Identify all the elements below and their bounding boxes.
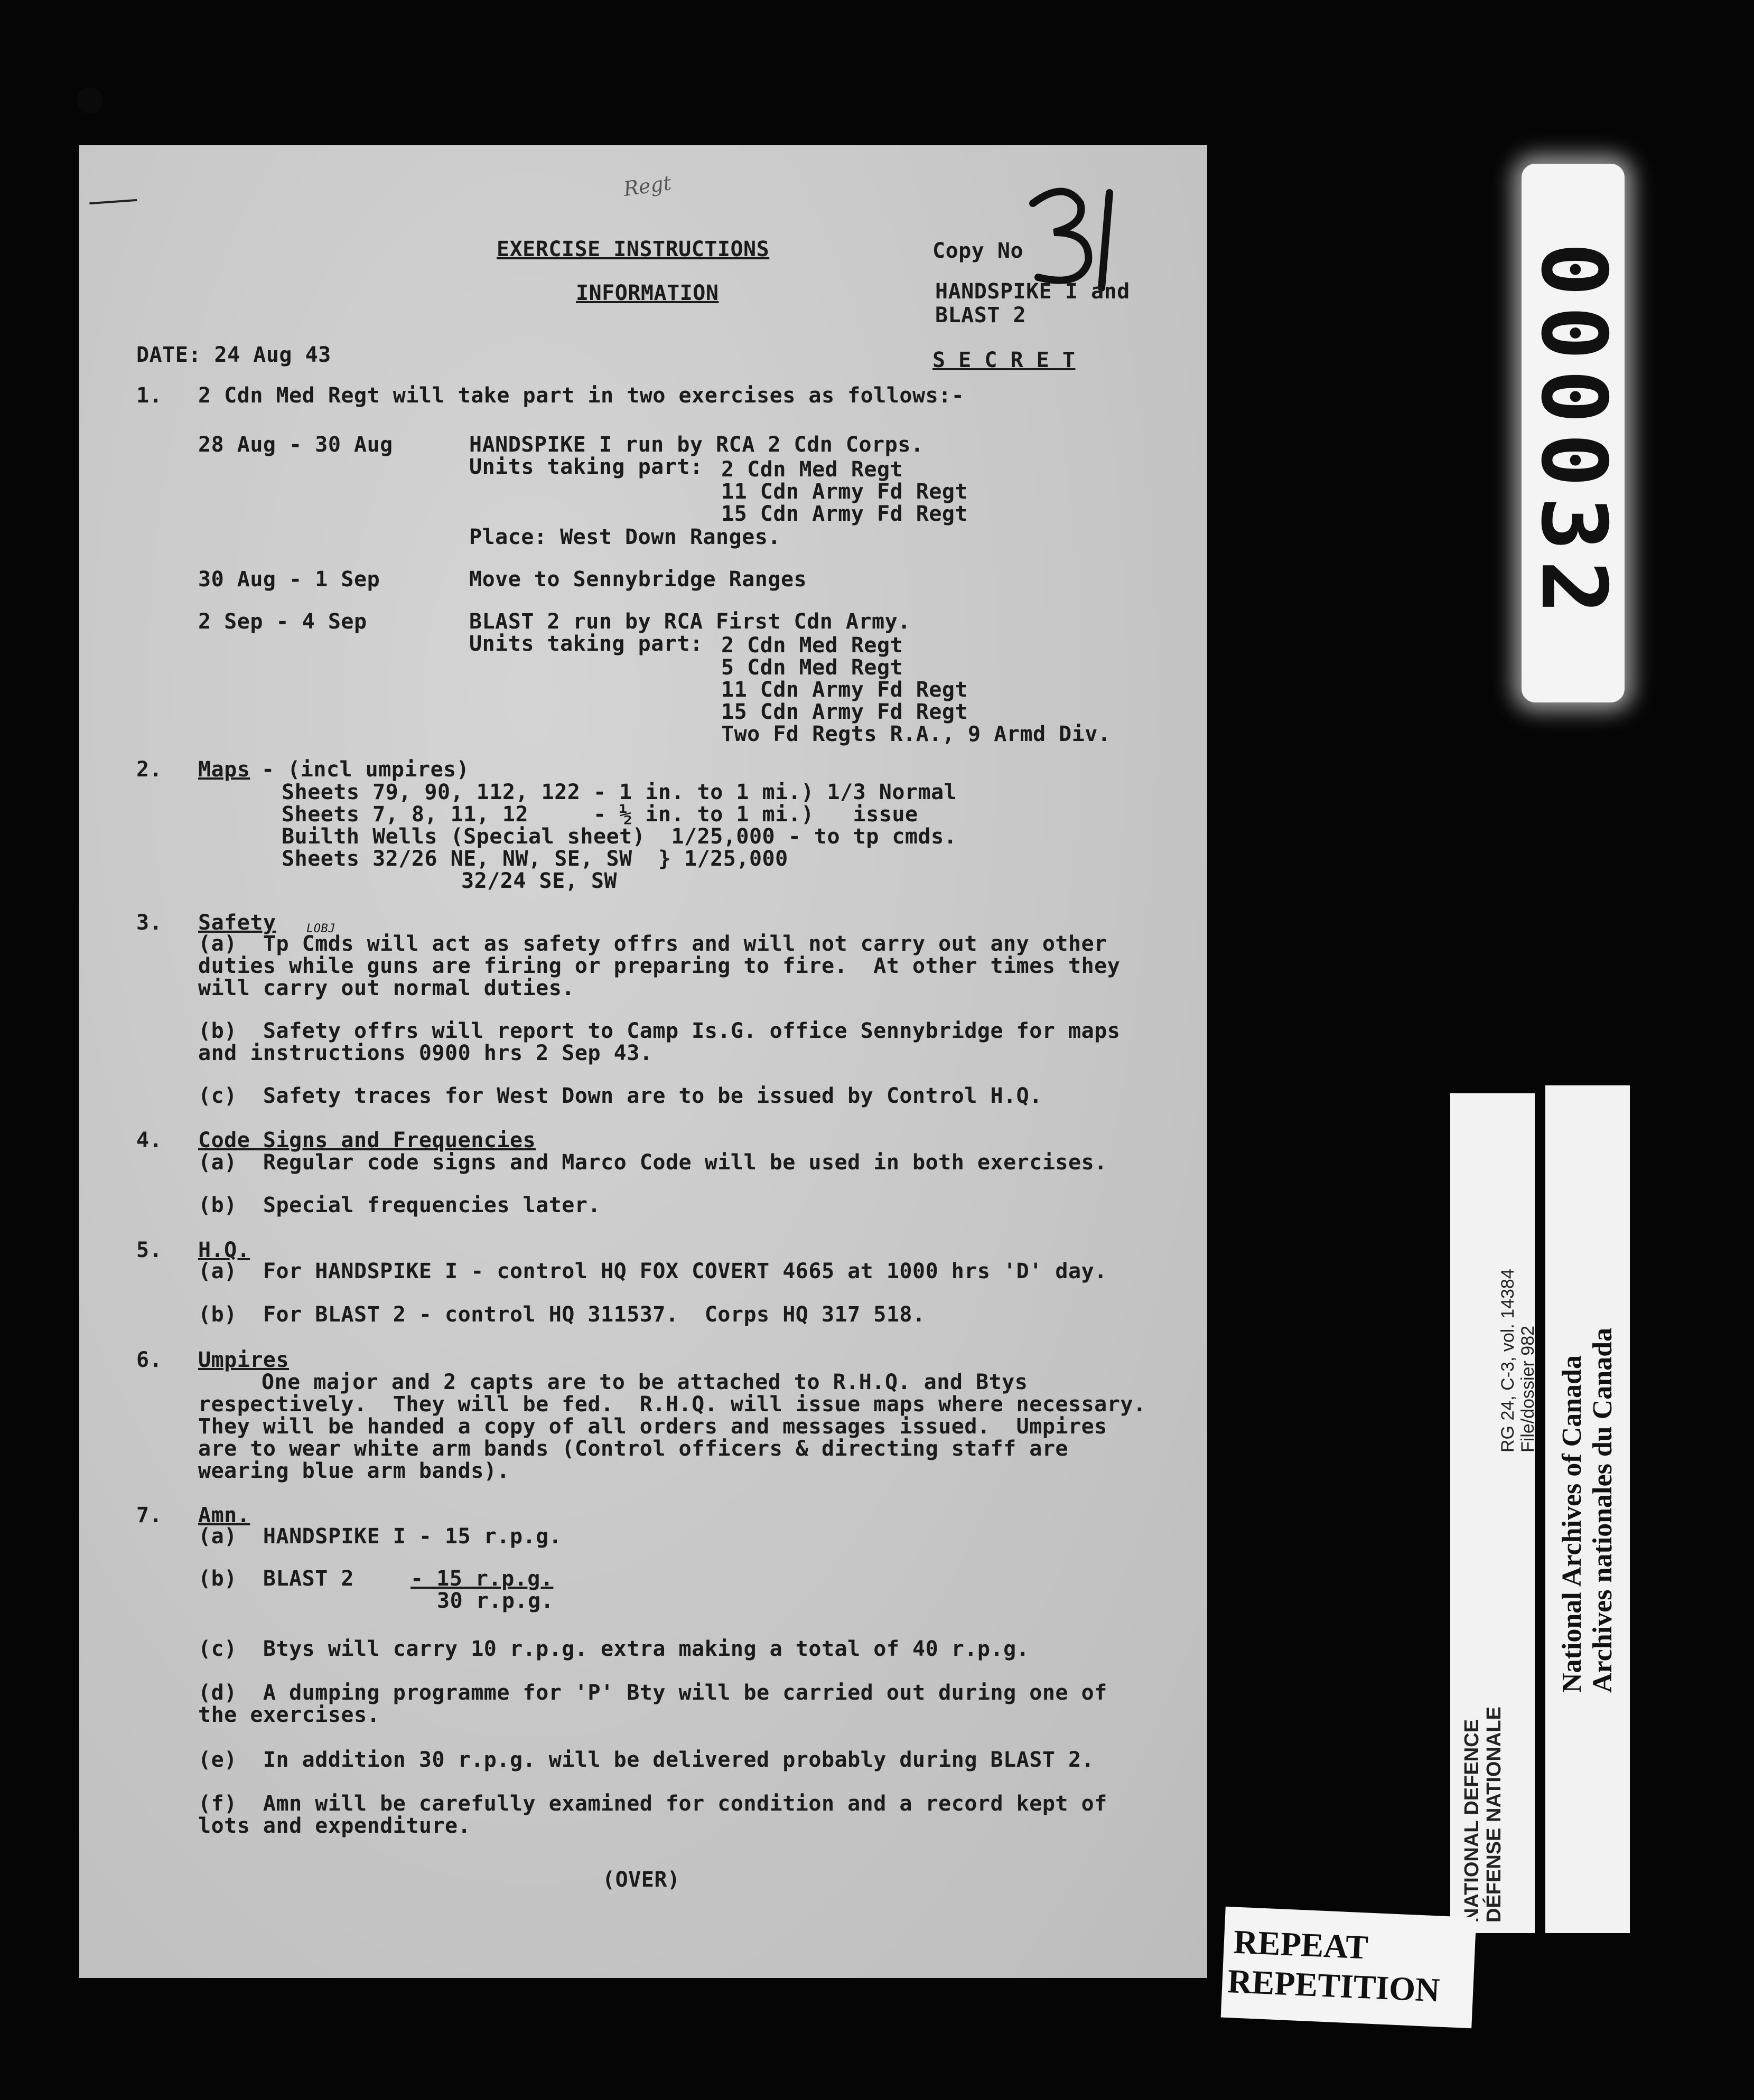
ammunition-text: (d) A dumping programme for 'P' Bty will be carried out during one of: [198, 1681, 1107, 1705]
safety-text: duties while guns are firing or preparing to fire. At other times they: [198, 954, 1121, 978]
ammunition-text: (c) Btys will carry 10 r.p.g. extra making a total of 40 r.p.g.: [198, 1637, 1030, 1661]
exercise-1-unit: 11 Cdn Army Fd Regt: [721, 480, 968, 504]
frame-number: 000032: [1521, 242, 1626, 624]
repetition-text: REPETITION: [1227, 1962, 1441, 2009]
ammunition-text: (b) BLAST 2: [198, 1567, 354, 1591]
repeat-text: REPEAT: [1233, 1923, 1369, 1966]
hq-text: (b) For BLAST 2 - control HQ 311537. Corps HQ 317 518.: [198, 1302, 926, 1327]
document-title: EXERCISE INSTRUCTIONS: [497, 237, 770, 261]
maps-line: Sheets 7, 8, 11, 12 - ½ in. to 1 mi.) issue: [282, 802, 918, 827]
para-1-intro: 2 Cdn Med Regt will take part in two exercises as follows:-: [198, 383, 965, 408]
ammunition-text: lots and expenditure.: [198, 1814, 471, 1838]
exercise-2-unit: 15 Cdn Army Fd Regt: [721, 700, 968, 724]
exercise-1-place: Place: West Down Ranges.: [469, 525, 781, 549]
safety-text: (c) Safety traces for West Down are to be issued by Control H.Q.: [198, 1084, 1042, 1108]
exercise-1-unit: 15 Cdn Army Fd Regt: [721, 502, 968, 526]
para-1-number: 1.: [136, 383, 163, 408]
archives-label: [1545, 1085, 1630, 1933]
para-3-heading: Safety: [198, 911, 276, 935]
para-7-number: 7.: [136, 1503, 163, 1527]
para-6-heading: Umpires: [198, 1348, 290, 1372]
maps-line: Sheets 32/26 NE, NW, SE, SW } 1/25,000: [282, 847, 788, 871]
safety-text: (b) Safety offrs will report to Camp Is.G. office Sennybridge for maps: [198, 1019, 1121, 1043]
ref-line-1: HANDSPIKE I and: [935, 279, 1130, 304]
para-2-number: 2.: [136, 757, 163, 782]
para-3-number: 3.: [136, 911, 163, 935]
ammunition-text: (e) In addition 30 r.p.g. will be delivered probably during BLAST 2.: [198, 1748, 1095, 1772]
para-5-number: 5.: [136, 1238, 163, 1262]
handwritten-correction: LOBJ: [306, 922, 335, 935]
copy-number-handwritten: [1017, 182, 1133, 293]
ref-line-2: BLAST 2: [935, 303, 1027, 327]
hq-text: (a) For HANDSPIKE I - control HQ FOX COVERT 4665 at 1000 hrs 'D' day.: [198, 1259, 1107, 1283]
safety-text: and instructions 0900 hrs 2 Sep 43.: [198, 1041, 653, 1065]
para-5-heading: H.Q.: [198, 1238, 250, 1262]
ammunition-text: (a) HANDSPIKE I - 15 r.p.g.: [198, 1524, 562, 1549]
ammunition-text: (f) Amn will be carefully examined for condition and a record kept of: [198, 1792, 1107, 1816]
copy-label: Copy No: [932, 239, 1024, 263]
department-line: NATIONAL DEFENCE DÉFENSE NATIONALE: [1461, 1707, 1505, 1923]
ammunition-value: 30 r.p.g.: [437, 1589, 554, 1613]
exercise-2-unit: 11 Cdn Army Fd Regt: [721, 678, 968, 702]
exercise-2-unit: 2 Cdn Med Regt: [721, 633, 903, 658]
ammunition-text: the exercises.: [198, 1703, 380, 1727]
code-signs-text: (b) Special frequencies later.: [198, 1193, 601, 1217]
maps-line: Builth Wells (Special sheet) 1/25,000 - to tp cmds.: [282, 824, 957, 849]
exercise-2-dates: 2 Sep - 4 Sep: [198, 610, 367, 634]
umpires-text: wearing blue arm bands).: [198, 1459, 510, 1483]
exercise-1-unit: 2 Cdn Med Regt: [721, 457, 903, 482]
umpires-text: are to wear white arm bands (Control officers & directing staff are: [198, 1437, 1068, 1461]
safety-text: (a) Tp Cmds will act as safety offrs and will not carry out any other: [198, 932, 1107, 956]
move-text: Move to Sennybridge Ranges: [469, 567, 807, 592]
para-2-heading: Maps: [198, 757, 250, 782]
classification-marking: S E C R E T: [932, 348, 1076, 372]
para-6-number: 6.: [136, 1348, 163, 1372]
exercise-1-title: HANDSPIKE I run by RCA 2 Cdn Corps.: [469, 433, 924, 457]
punch-hole: [77, 87, 103, 114]
exercise-2-unit: Two Fd Regts R.A., 9 Armd Div.: [721, 722, 1111, 746]
para-4-heading: Code Signs and Frequencies: [198, 1128, 536, 1152]
ammunition-value: - 15 r.p.g.: [410, 1567, 554, 1591]
exercise-1-dates: 28 Aug - 30 Aug: [198, 433, 393, 457]
exercise-2-units-label: Units taking part:: [469, 632, 703, 656]
document-page: [79, 145, 1207, 1978]
umpires-text: respectively. They will be fed. R.H.Q. will issue maps where necessary.: [198, 1392, 1146, 1417]
umpires-text: They will be handed a copy of all orders and messages issued. Umpires: [198, 1414, 1107, 1439]
move-dates: 30 Aug - 1 Sep: [198, 567, 380, 592]
maps-line: 32/24 SE, SW: [461, 869, 617, 893]
archives-name: National Archives of Canada Archives nationales du Canada: [1557, 1327, 1618, 1693]
exercise-2-title: BLAST 2 run by RCA First Cdn Army.: [469, 610, 911, 634]
code-signs-text: (a) Regular code signs and Marco Code will be used in both exercises.: [198, 1150, 1107, 1175]
maps-line: Sheets 79, 90, 112, 122 - 1 in. to 1 mi.) 1/3 Normal: [282, 780, 957, 804]
exercise-1-units-label: Units taking part:: [469, 455, 703, 479]
para-4-number: 4.: [136, 1128, 163, 1152]
safety-text: will carry out normal duties.: [198, 976, 575, 1000]
exercise-2-unit: 5 Cdn Med Regt: [721, 655, 903, 680]
reference-label: [1450, 1093, 1538, 1933]
para-7-heading: Amn.: [198, 1503, 250, 1527]
frame-number-stamp: [1522, 164, 1625, 702]
document-date: DATE: 24 Aug 43: [136, 343, 331, 367]
pen-mark: [89, 199, 137, 215]
handwritten-note: Regt: [622, 171, 673, 201]
over-marker: (OVER): [602, 1868, 680, 1892]
umpires-text: One major and 2 capts are to be attached to R.H.Q. and Btys: [262, 1370, 1028, 1394]
document-subtitle: INFORMATION: [576, 281, 719, 305]
para-2-heading-rest: - (incl umpires): [262, 757, 470, 782]
archive-reference: RG 24, C-3, vol. 14384 File/dossier 982: [1498, 1269, 1538, 1452]
repeat-stamp: [1221, 1907, 1477, 2029]
